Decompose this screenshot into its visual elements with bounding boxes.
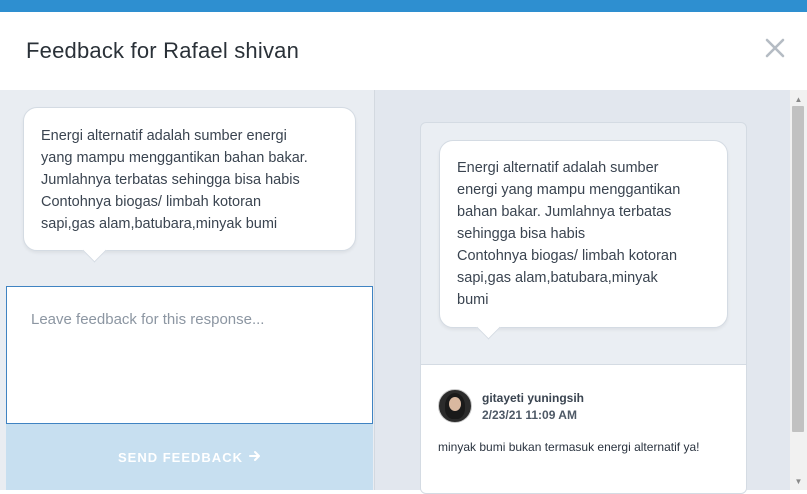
send-feedback-label: SEND FEEDBACK <box>118 449 243 465</box>
dialog-header <box>0 12 807 91</box>
avatar <box>438 389 472 423</box>
scrollbar[interactable] <box>790 90 807 490</box>
feedback-thread-card <box>420 122 747 494</box>
arrow-right-icon <box>249 449 261 465</box>
comment-author: gitayeti yuningsih <box>482 391 585 405</box>
send-feedback-button[interactable] <box>6 424 373 490</box>
scroll-down-icon[interactable]: ▼ <box>794 476 803 486</box>
thread-response-bubble: Energi alternatif adalah sumber energi yang mampu menggantikan bahan bakar. Jumlahnya terbatas sehingga bisa habis Contohnya biogas/ limbah kotoran sapi,gas alam,batubara,minyak bumi <box>439 140 728 328</box>
close-icon[interactable] <box>763 36 787 60</box>
scroll-up-icon[interactable]: ▲ <box>794 94 803 104</box>
feedback-input-box[interactable] <box>6 286 373 424</box>
feedback-thread-pane <box>375 90 790 490</box>
dialog-title: Feedback for Rafael shivan <box>26 38 300 63</box>
response-pane <box>0 90 375 490</box>
scroll-thumb[interactable] <box>792 106 804 432</box>
feedback-input[interactable] <box>7 287 372 423</box>
feedback-comment <box>421 364 746 494</box>
comment-text: minyak bumi bukan termasuk energi alternatif ya! <box>438 440 700 454</box>
top-accent-bar <box>0 0 807 12</box>
comment-date: 2/23/21 11:09 AM <box>482 408 577 422</box>
response-bubble: Energi alternatif adalah sumber energi yang mampu menggantikan bahan bakar. Jumlahnya terbatas sehingga bisa habis Contohnya biogas/ limbah kotoran sapi,gas alam,batubara,minyak bumi <box>23 107 356 251</box>
